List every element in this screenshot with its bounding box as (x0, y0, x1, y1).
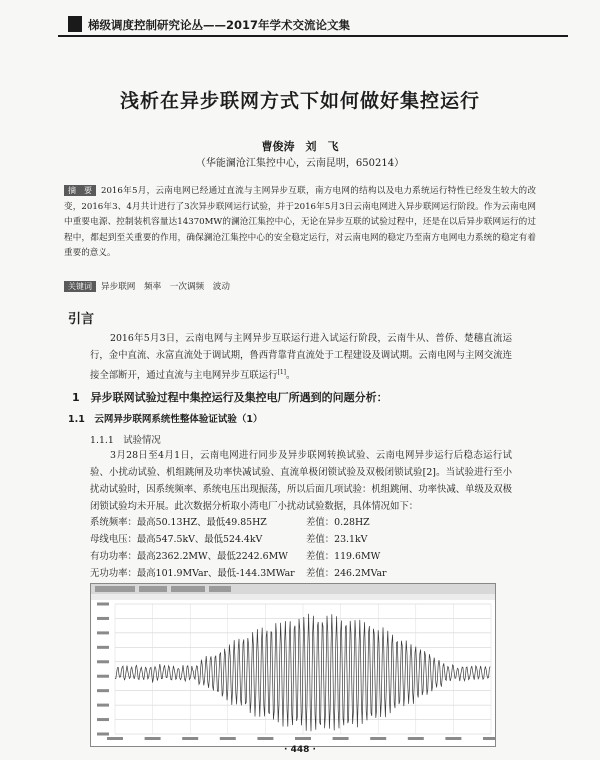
x-tick-label-mark (145, 737, 161, 740)
section-1-heading: 1 异步联网试验过程中集控运行及集控电厂所遇到的问题分析： (72, 391, 388, 404)
y-tick-label-mark (97, 704, 109, 707)
chart-toolbar-menu (139, 586, 167, 592)
header-text: 梯级调度控制研究论丛——2017年学术交流论文集 (88, 18, 351, 32)
x-tick-label-mark (408, 737, 424, 740)
oscillation-chart-screenshot (90, 583, 496, 747)
y-tick-label-mark (97, 631, 109, 634)
y-tick-label-mark (97, 718, 109, 721)
intro-citation: [1] (277, 369, 287, 376)
chart-tabbar (91, 594, 495, 600)
y-tick-label-mark (97, 660, 109, 663)
running-header (58, 16, 568, 36)
intro-paragraph (90, 330, 512, 384)
section-1-1-1-heading: 1.1.1 试验情况 (90, 435, 161, 446)
x-tick-label-mark (220, 737, 236, 740)
x-tick-label-mark (107, 737, 123, 740)
intro-end: 。 (286, 370, 296, 382)
chart-x-ticks (107, 737, 495, 740)
stat-diff: 差值：246.2MVar (306, 568, 387, 579)
intro-text: 2016年5月3日，云南电网与主网异步互联运行进入试运行阶段，云南牛从、普侨、楚穗直流运行，金中直流、永富直流处于调试期，鲁西背靠背直流处于工程建设及调试期。云南电网与主网交流连接全部断开，通过直流与主电网异步互联运行 (90, 333, 512, 382)
stat-label: 母线电压：最高547.5kV、最低524.4kV (90, 534, 263, 545)
stat-label: 有功功率：最高2362.2MW、最低2242.6MW (90, 551, 288, 562)
y-tick-label-mark (97, 646, 109, 649)
keywords-text: 异步联网 频率 一次调频 波动 (101, 282, 230, 292)
chart-toolbar-menu (171, 586, 205, 592)
stat-label: 系统频率：最高50.13HZ、最低49.85HZ (90, 517, 267, 528)
stat-diff: 差值：0.28HZ (306, 517, 370, 528)
frequency-trace-line (115, 614, 490, 732)
page-number: · 448 · (284, 745, 316, 755)
stat-diff: 差值：119.6MW (306, 551, 381, 562)
abstract-text: 2016年5月，云南电网已经通过直流与主网异步互联，南方电网的结构以及电力系统运行特性已经发生较大的改变，2016年3、4月共计进行了3次异步联网运行试验，并于2016年5月3日云南电网进入异步联网运行阶段。作为云南电网中重要电源、控制装机容量达14370MW的澜沧江集控中心，无论在异步互联的试验过程中，还是在以后异步联网运行的过程中，都起到至关重要的作用，确保澜沧江集控中心的安全稳定运行，对云南电网的稳定乃至南方电网电力系统的稳定有着重要的意义。 (64, 186, 536, 258)
y-tick-label-mark (97, 675, 109, 678)
affiliation: （华能澜沧江集控中心，云南昆明，650214） (195, 158, 405, 169)
x-tick-label-mark (370, 737, 386, 740)
header-rule (58, 35, 568, 37)
section-1-1-1-text: 3月28日至4月1日，云南电网进行同步及异步联网转换试验、云南电网异步运行后稳态运行试验、小扰动试验、机组跳闸及功率快减试验、直流单极闭锁试验及双极闭锁试验[2]。当试验进行至小扰动试验时，因系统频率、系统电压出现振荡，所以后面几项试验：机组跳闸、功率快减、单级及双极闭锁试验均未开展。此次数据分析取小湾电厂小扰动试验数据，具体情况如下： (90, 450, 512, 512)
intro-heading: 引言 (68, 312, 95, 327)
chart-y-ticks (97, 603, 109, 736)
keywords-tag: 关键词 (64, 281, 96, 292)
stat-diff: 差值：23.1kV (306, 534, 368, 545)
paper-title: 浅析在异步联网方式下如何做好集控运行 (119, 90, 480, 112)
keywords (64, 280, 536, 292)
y-tick-label-mark (97, 603, 109, 606)
x-tick-label-mark (182, 737, 198, 740)
y-tick-label-mark (97, 689, 109, 692)
stat-label: 无功功率：最高101.9MVar、最低-144.3MWar (90, 568, 295, 579)
x-tick-label-mark (295, 737, 311, 740)
header-block-icon (68, 16, 82, 32)
chart-toolbar-menu (95, 586, 135, 592)
x-tick-label-mark (445, 737, 461, 740)
authors: 曹俊涛 刘 飞 (261, 140, 339, 153)
abstract (64, 184, 536, 262)
y-tick-label-mark (97, 617, 109, 620)
x-tick-label-mark (333, 737, 349, 740)
oscillation-chart-figure (91, 584, 495, 746)
chart-toolbar-menu (209, 586, 231, 592)
x-tick-label-mark (483, 737, 495, 740)
y-tick-label-mark (97, 733, 109, 736)
section-1-1-heading: 1.1 云网异步联网系统性整体验证试验（1） (68, 414, 263, 425)
section-1-1-1-paragraph (90, 447, 512, 515)
abstract-tag: 摘 要 (64, 185, 96, 196)
x-tick-label-mark (257, 737, 273, 740)
